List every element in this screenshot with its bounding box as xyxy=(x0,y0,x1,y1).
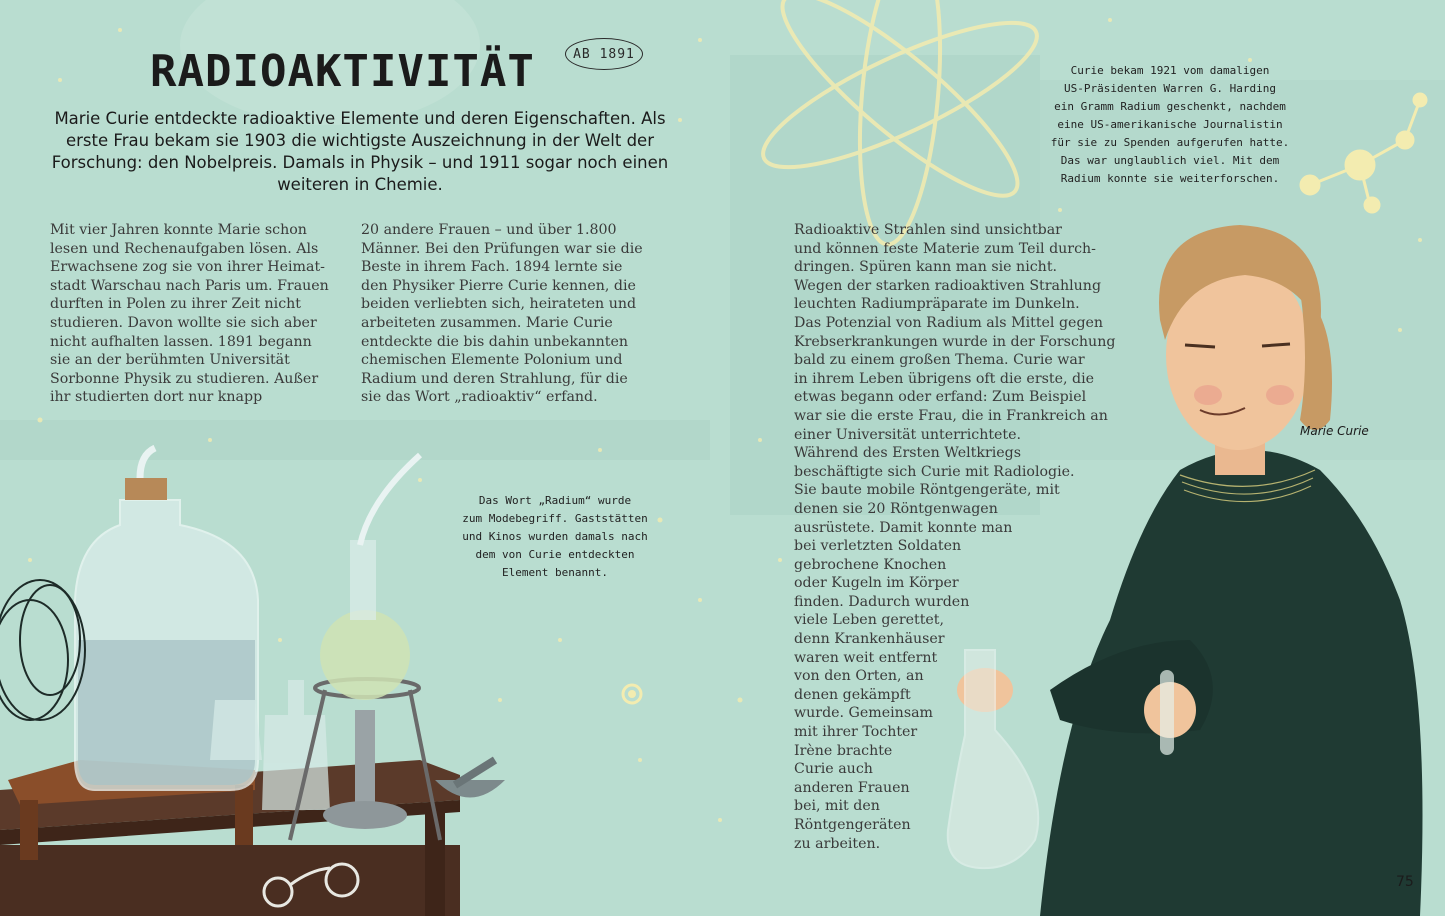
figure-caption: Marie Curie xyxy=(1300,424,1369,438)
year-badge: AB 1891 xyxy=(565,38,643,70)
harding-note: Curie bekam 1921 vom damaligen US-Präsidenten Warren G. Harding ein Gramm Radium geschenkt, nachdem eine US-amerikanische Journalistin für sie zu Spenden aufgerufen hatte. Das war unglaublich viel. Mit dem Radium konnte sie weiterforschen. xyxy=(1050,64,1290,185)
intro-paragraph: Marie Curie entdeckte radioaktive Elemente und deren Eigenschaften. Als erste Frau bekam sie 1903 die wichtigste Auszeichnung in der Welt der Forschung: den Nobelpreis. Damals in Physik – und 1911 sogar noch einen weiteren in Chemie. xyxy=(51,109,669,194)
body-column-1: Mit vier Jahren konnte Marie schon lesen und Rechenaufgaben lösen. Als Erwachsene zog sie von ihrer Heimat- stadt Warschau nach Paris um. Frauen durften in Polen zu ihrer Zeit nicht studieren. Davon wollte sie sich aber nicht aufhalten lassen. 1891 begann sie an der berühmten Universität Sorbonne Physik zu studieren. Außer ihr studierten dort nur knapp xyxy=(50,222,329,406)
radium-word-note: Das Wort „Radium“ wurde zum Modebegriff. Gaststätten und Kinos wurden damals nach dem von Curie entdeckten Element benannt. xyxy=(462,494,648,579)
body-column-2: 20 andere Frauen – und über 1.800 Männer. Bei den Prüfungen war sie die Beste in ihrem Fach. 1894 lernte sie den Physiker Pierre Curie kennen, die beiden verliebten sich, heirateten und arbeiteten zusammen. Marie Curie entdeckte die bis dahin unbekannten chemischen Elemente Polonium und Radium und deren Strahlung, für die sie das Wort „radioaktiv“ erfand. xyxy=(361,222,643,406)
page-title: RADIOAKTIVITÄT xyxy=(150,46,535,97)
body-column-3: Radioaktive Strahlen sind unsichtbar und können feste Materie zum Teil durch- dringen. Spüren kann man sie nicht. Wegen der starken radioaktiven Strahlung leuchten Radiumpräparate im Dunkeln. Das Potenzial von Radium als Mittel gegen Krebserkrankungen wurde in der Forschung bald zu einem großen Thema. Curie war in ihrem Leben übrigens oft die erste, die etwas begann oder erfand: Zum Beispiel war sie die erste Frau, die in Frankreich an einer Universität unterrichtete. Während des Ersten Weltkriegs beschäftigte sich Curie mit Radiologie. Sie baute mobile Röntgengeräte, mit denen sie 20 Röntgenwagen ausrüstete. Damit konnte man bei verletzten Soldaten gebrochene Knochen oder Kugeln im Körper finden. Dadurch wurden viele Leben gerettet, denn Krankenhäuser waren weit entfernt von den Orten, an denen gekämpft wurde. Gemeinsam mit ihrer Tochter Irène brachte Curie auch anderen Frauen bei, mit den Röntgengeräten zu arbeiten. xyxy=(794,222,1116,852)
page-number: 75 xyxy=(1396,874,1414,890)
